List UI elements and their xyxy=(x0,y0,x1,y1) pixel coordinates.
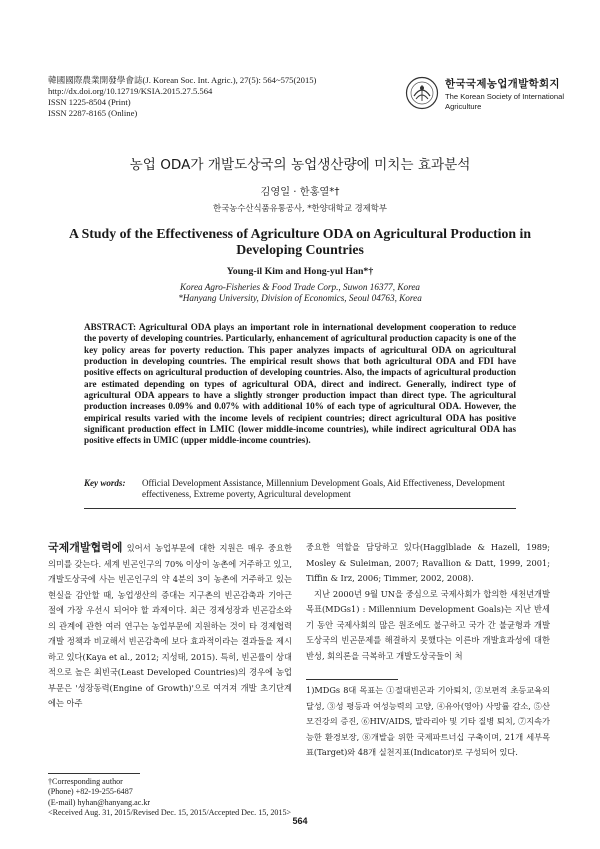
korean-title: 농업 ODA가 개발도상국의 농업생산량에 미치는 효과분석 xyxy=(129,157,471,173)
society-name-english: The Korean Society of International Agriculture xyxy=(445,92,565,111)
body-left-column xyxy=(48,540,292,712)
keywords-label: Key words: xyxy=(84,478,126,488)
affiliation-line-2: *Hanyang University, Division of Economics, Seoul 04763, Korea xyxy=(178,293,422,304)
intro-paragraph: 있어서 농업부문에 대한 지원은 매우 중요한 의미를 갖는다. 세계 빈곤인구의 70% 이상이 농촌에 거주하고 있고, 개발도상국에 사는 빈곤인구의 약 4분의 3이 농촌에 거주하고 있는 현실을 감안할 때, 농업생산의 증대는 지구촌의 빈곤감축과 기아근절에 가장 우선시 되어야 할 과제이다. 최근 경제성장과 빈곤감소와의 관계에 관한 여러 연구는 농업부문에 지원하는 것이 타 경제협력개발 정책과 비교해서 빈곤감축에 보다 효과적이라는 결과들을 제시하고 있다(Kaya et al., 2012; 지성태, 2015). 특히, 빈곤률이 상대적으로 높은 최빈국(Least Developed Countries)의 경우에 농업부문은 '성장동력(Engine of Growth)'으로 여겨져 개발 초기단계에는 아주 xyxy=(48,543,292,709)
corresponding-phone: (Phone) +82-19-255-6487 xyxy=(48,787,133,797)
society-name-korean: 한국국제농업개발학회지 xyxy=(445,78,560,90)
issn-print: ISSN 1225-8504 (Print) xyxy=(48,97,131,107)
doi-link[interactable]: http://dx.doi.org/10.12719/KSIA.2015.27.5.564 xyxy=(48,86,213,96)
abstract: ABSTRACT: Agricultural ODA plays an important role in international development cooperation to reduce the poverty of developing countries. Particularly, enhancement of agricultural production capacity is one of the key policy areas for poverty reduction. This paper analyzes impacts of agricultural ODA on agricultural production in developing countries. The empirical result shows that both agricultural ODA and FDI have positive effects on agricultural production of developing countries. Also, the impacts of agricultural production are estimated depending on types of agricultural ODA, direct and indirect. Generally, indirect type of agricultural ODA appears to have a slightly stronger production impact than direct type. The agricultural production increases 0.09% and 0.07% with additional 10% of each type of agricultural ODA. However, the empirical results varied with the income levels of recipient countries; direct agricultural ODA has positive significant production effect in LMIC (lower middle-income countries), while indirect agricultural ODA has positive effects in UMIC (upper middle-income countries). xyxy=(84,322,516,446)
paragraph-mdgs: 지난 2000년 9월 UN을 중심으로 국제사회가 합의한 새천년개발목표(MDGs1) : Millennium Development Goals)는 지난 반세기 동안 국제사회의 많은 원조에도 불구하고 국가 간 불균형과 개발도상국의 빈곤문제를 해결하지 못했다는 이른바 개발효과성에 대한 반성, 회의론을 극복하고 개발도상국들이 처 xyxy=(306,588,550,661)
abstract-divider xyxy=(84,508,516,509)
page-number: 564 xyxy=(292,816,308,826)
english-title: A Study of the Effectiveness of Agriculture ODA on Agricultural Production in Developing Countries xyxy=(68,226,532,257)
corresponding-email[interactable]: (E-mail) hyhan@hanyang.ac.kr xyxy=(48,797,151,807)
received-dates: <Received Aug. 31, 2015/Revised Dec. 15, 2015/Accepted Dec. 15, 2015> xyxy=(48,807,292,817)
english-affiliation xyxy=(0,282,600,304)
keywords-text: Official Development Assistance, Millennium Development Goals, Aid Effectiveness, Development effectiveness, Extreme poverty, Agricultural development xyxy=(142,478,505,500)
paragraph-continued: 중요한 역할을 담당하고 있다(Hagglblade & Hazell, 1989; Mosley & Suleiman, 2007; Ravallion & Datt, 1999, 2001; Tiffin & Irz, 2006; Timmer, 2002, 2008). xyxy=(306,542,550,584)
affiliation-line-1: Korea Agro-Fisheries & Food Trade Corp., Suwon 16377, Korea xyxy=(180,282,420,292)
korean-authors: 김영일 · 한홍열*† xyxy=(260,187,340,198)
korean-affiliation: 한국농수산식품유통공사, *한양대학교 경제학부 xyxy=(213,203,387,213)
body-right-column xyxy=(306,540,550,664)
corresponding-divider xyxy=(48,773,140,774)
footnote-mdgs: 1)MDGs 8대 목표는 ①절대빈곤과 기아퇴치, ②보편적 초등교육의 달성, ③성 평등과 여성능력의 고양, ④유아(영아) 사망률 감소, ⑤산모건강의 증진, ⑥HIV/AIDS, 말라리아 및 기타 질병 퇴치, ⑦지속가능한 환경보장, ⑧개발을 위한 국제파트너십 구축이며, 21개 세부목표(Target)와 48개 실천지표(Indicator)로 구성되어 있다. xyxy=(306,685,550,757)
keywords-block xyxy=(84,478,516,500)
corresponding-label: †Corresponding author xyxy=(48,777,123,786)
corresponding-author-block xyxy=(48,777,291,818)
lead-word: 국제개발협력에 xyxy=(48,541,123,554)
society-logo-icon xyxy=(405,76,439,110)
english-authors: Young-il Kim and Hong-yul Han*† xyxy=(226,266,374,277)
journal-citation: 韓國國際農業開發學會誌(J. Korean Soc. Int. Agric.), 27(5): 564~575(2015) xyxy=(48,75,317,85)
issn-online: ISSN 2287-8165 (Online) xyxy=(48,108,138,118)
footnote-divider xyxy=(306,679,398,680)
